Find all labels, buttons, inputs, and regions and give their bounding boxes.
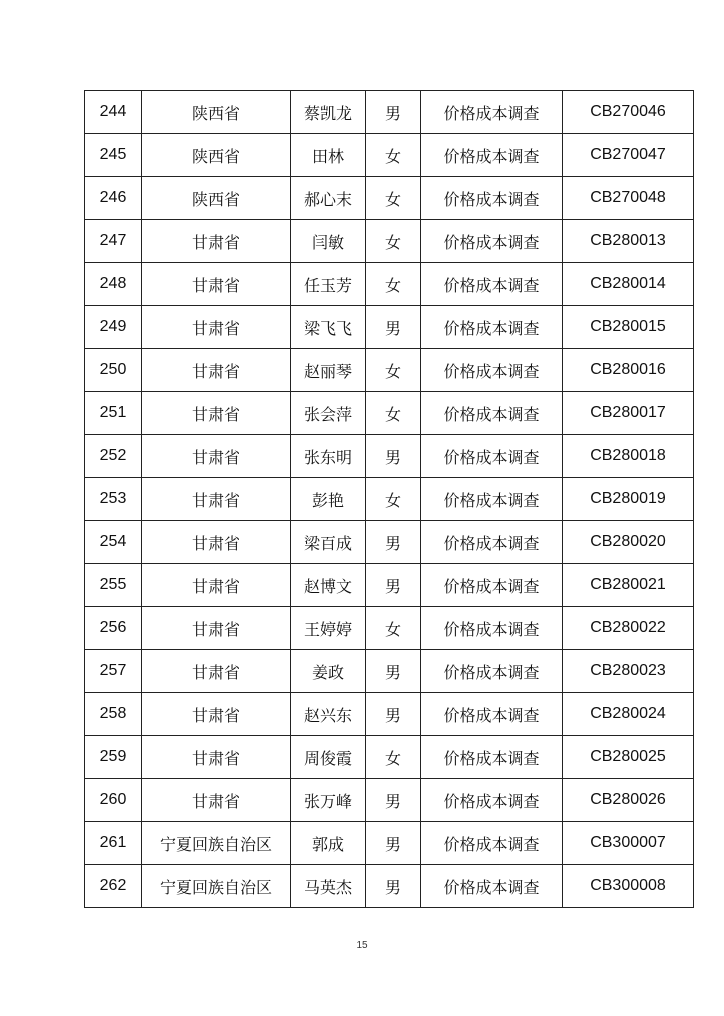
gender-cell: 男 [366, 306, 421, 349]
survey-type-cell: 价格成本调查 [421, 865, 563, 908]
name-cell: 王婷婷 [291, 607, 366, 650]
name-cell: 梁飞飞 [291, 306, 366, 349]
name-cell: 赵博文 [291, 564, 366, 607]
survey-type-cell: 价格成本调查 [421, 650, 563, 693]
gender-cell: 男 [366, 650, 421, 693]
name-cell: 郭成 [291, 822, 366, 865]
survey-type-cell: 价格成本调查 [421, 177, 563, 220]
province-cell: 甘肃省 [142, 478, 291, 521]
table-row [85, 521, 694, 564]
gender-cell: 女 [366, 478, 421, 521]
name-cell: 张万峰 [291, 779, 366, 822]
table-row [85, 435, 694, 478]
province-cell: 陕西省 [142, 177, 291, 220]
table-row [85, 220, 694, 263]
row-number: 255 [85, 564, 142, 607]
province-cell: 甘肃省 [142, 220, 291, 263]
survey-type-cell: 价格成本调查 [421, 220, 563, 263]
gender-cell: 男 [366, 435, 421, 478]
code-cell: CB280013 [563, 220, 694, 263]
row-number: 245 [85, 134, 142, 177]
name-cell: 张东明 [291, 435, 366, 478]
table-row [85, 349, 694, 392]
province-cell: 甘肃省 [142, 736, 291, 779]
gender-cell: 男 [366, 521, 421, 564]
row-number: 251 [85, 392, 142, 435]
survey-type-cell: 价格成本调查 [421, 478, 563, 521]
name-cell: 马英杰 [291, 865, 366, 908]
survey-type-cell: 价格成本调查 [421, 693, 563, 736]
code-cell: CB270046 [563, 91, 694, 134]
table-row [85, 650, 694, 693]
code-cell: CB280016 [563, 349, 694, 392]
name-cell: 彭艳 [291, 478, 366, 521]
row-number: 248 [85, 263, 142, 306]
row-number: 250 [85, 349, 142, 392]
province-cell: 甘肃省 [142, 607, 291, 650]
row-number: 262 [85, 865, 142, 908]
table-row [85, 134, 694, 177]
table-row [85, 478, 694, 521]
code-cell: CB300008 [563, 865, 694, 908]
code-cell: CB270047 [563, 134, 694, 177]
survey-type-cell: 价格成本调查 [421, 607, 563, 650]
code-cell: CB300007 [563, 822, 694, 865]
code-cell: CB280021 [563, 564, 694, 607]
gender-cell: 女 [366, 392, 421, 435]
name-cell: 郝心末 [291, 177, 366, 220]
province-cell: 陕西省 [142, 134, 291, 177]
gender-cell: 男 [366, 822, 421, 865]
row-number: 246 [85, 177, 142, 220]
code-cell: CB280023 [563, 650, 694, 693]
name-cell: 姜政 [291, 650, 366, 693]
province-cell: 甘肃省 [142, 306, 291, 349]
row-number: 257 [85, 650, 142, 693]
name-cell: 赵丽琴 [291, 349, 366, 392]
gender-cell: 女 [366, 220, 421, 263]
survey-type-cell: 价格成本调查 [421, 263, 563, 306]
name-cell: 田林 [291, 134, 366, 177]
name-cell: 赵兴东 [291, 693, 366, 736]
code-cell: CB280015 [563, 306, 694, 349]
code-cell: CB280017 [563, 392, 694, 435]
row-number: 252 [85, 435, 142, 478]
survey-type-cell: 价格成本调查 [421, 134, 563, 177]
name-cell: 任玉芳 [291, 263, 366, 306]
table-row [85, 736, 694, 779]
survey-type-cell: 价格成本调查 [421, 306, 563, 349]
survey-type-cell: 价格成本调查 [421, 564, 563, 607]
gender-cell: 女 [366, 177, 421, 220]
table-row [85, 564, 694, 607]
gender-cell: 男 [366, 564, 421, 607]
survey-type-cell: 价格成本调查 [421, 521, 563, 564]
name-cell: 梁百成 [291, 521, 366, 564]
province-cell: 甘肃省 [142, 564, 291, 607]
code-cell: CB280022 [563, 607, 694, 650]
province-cell: 甘肃省 [142, 650, 291, 693]
gender-cell: 男 [366, 693, 421, 736]
province-cell: 宁夏回族自治区 [142, 822, 291, 865]
table-row [85, 306, 694, 349]
province-cell: 甘肃省 [142, 435, 291, 478]
gender-cell: 女 [366, 349, 421, 392]
row-number: 244 [85, 91, 142, 134]
gender-cell: 女 [366, 134, 421, 177]
province-cell: 甘肃省 [142, 392, 291, 435]
row-number: 249 [85, 306, 142, 349]
province-cell: 甘肃省 [142, 521, 291, 564]
table-row [85, 91, 694, 134]
survey-type-cell: 价格成本调查 [421, 435, 563, 478]
province-cell: 陕西省 [142, 91, 291, 134]
code-cell: CB280019 [563, 478, 694, 521]
table-row [85, 263, 694, 306]
province-cell: 宁夏回族自治区 [142, 865, 291, 908]
row-number: 258 [85, 693, 142, 736]
row-number: 256 [85, 607, 142, 650]
survey-type-cell: 价格成本调查 [421, 779, 563, 822]
code-cell: CB280026 [563, 779, 694, 822]
gender-cell: 男 [366, 91, 421, 134]
code-cell: CB280020 [563, 521, 694, 564]
roster-table [84, 90, 694, 908]
gender-cell: 男 [366, 865, 421, 908]
name-cell: 闫敏 [291, 220, 366, 263]
province-cell: 甘肃省 [142, 263, 291, 306]
gender-cell: 男 [366, 779, 421, 822]
survey-type-cell: 价格成本调查 [421, 822, 563, 865]
table-row [85, 822, 694, 865]
code-cell: CB280025 [563, 736, 694, 779]
province-cell: 甘肃省 [142, 349, 291, 392]
name-cell: 张会萍 [291, 392, 366, 435]
name-cell: 蔡凯龙 [291, 91, 366, 134]
survey-type-cell: 价格成本调查 [421, 736, 563, 779]
province-cell: 甘肃省 [142, 779, 291, 822]
row-number: 254 [85, 521, 142, 564]
row-number: 253 [85, 478, 142, 521]
row-number: 259 [85, 736, 142, 779]
row-number: 260 [85, 779, 142, 822]
name-cell: 周俊霞 [291, 736, 366, 779]
table-row [85, 392, 694, 435]
row-number: 247 [85, 220, 142, 263]
page-number: 15 [356, 940, 368, 951]
table-row [85, 607, 694, 650]
code-cell: CB280024 [563, 693, 694, 736]
province-cell: 甘肃省 [142, 693, 291, 736]
survey-type-cell: 价格成本调查 [421, 91, 563, 134]
table-row [85, 693, 694, 736]
gender-cell: 女 [366, 607, 421, 650]
roster-table-body [85, 91, 694, 908]
survey-type-cell: 价格成本调查 [421, 392, 563, 435]
table-row [85, 779, 694, 822]
row-number: 261 [85, 822, 142, 865]
code-cell: CB270048 [563, 177, 694, 220]
gender-cell: 女 [366, 263, 421, 306]
code-cell: CB280018 [563, 435, 694, 478]
survey-type-cell: 价格成本调查 [421, 349, 563, 392]
table-row [85, 865, 694, 908]
gender-cell: 女 [366, 736, 421, 779]
table-row [85, 177, 694, 220]
code-cell: CB280014 [563, 263, 694, 306]
